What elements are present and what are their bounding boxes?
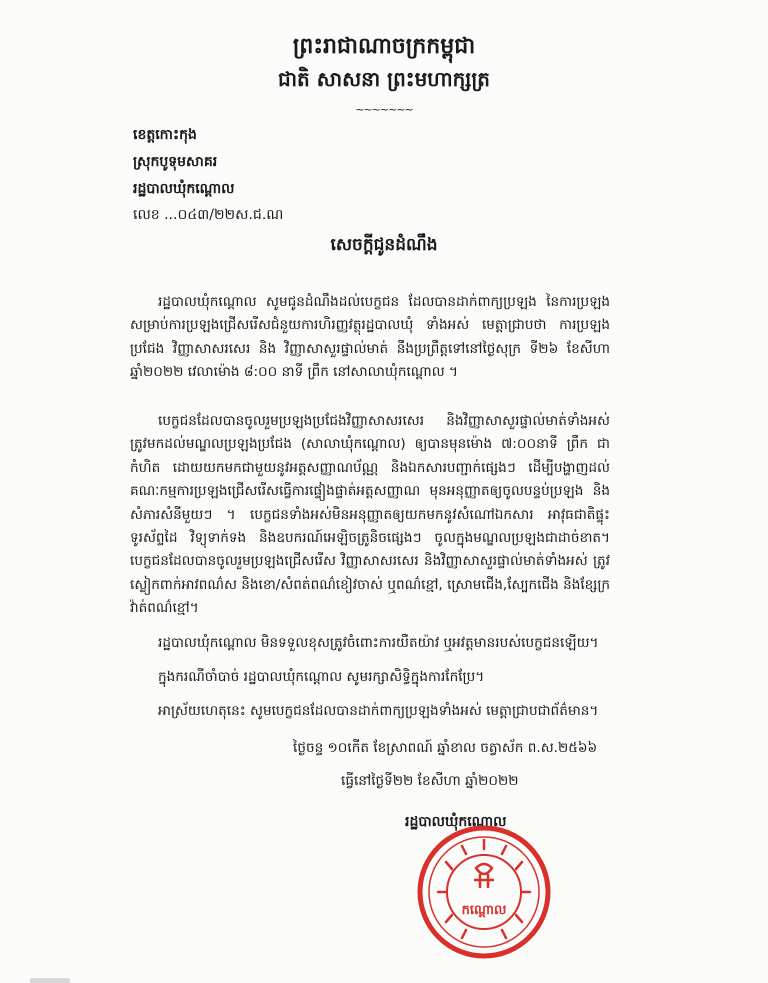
official-seal-icon xyxy=(414,822,554,962)
kingdom-heading: ព្រះរាជាណាចក្រកម្ពុជា xyxy=(292,34,476,59)
lunar-date: ថ្ងៃចន្ទ ១០កើត ខែស្រាពណ៍ ឆ្នាំខាល ចត្វាស័ក ព.ស.២៥៦៦ xyxy=(293,740,598,756)
seal-label: កណ្តោល xyxy=(461,903,507,918)
motto-heading: ជាតិ សាសនា ព្រះមហាក្សត្រ xyxy=(278,67,490,91)
ornament-divider: ~~~~~~~ xyxy=(355,103,413,116)
paragraph-rights: ក្នុងករណីចាំបាច់ រដ្ឋបាលឃុំកណ្តោល សូមរក្សាសិទ្ធិក្នុងការកែប្រែ។ xyxy=(158,669,485,685)
paragraph-liability: រដ្ឋបាលឃុំកណ្តោល មិនទទួលខុសត្រូវចំពោះការយឺតយ៉ាវ ឬអវត្តមានរបស់បេក្ខជនឡើយ។ xyxy=(158,635,599,651)
paragraph-exam-date: រដ្ឋបាលឃុំកណ្តោល សូមជូនដំណឹងដល់បេក្ខជន ដែលបានដាក់ពាក្យប្រឡង នៃការប្រឡងសម្រាប់ការប្រឡងជ្រើសរើសជំនួយការហិរញ្ញវត្ថុរដ្ឋបាលឃុំ ទាំងអស់ មេត្តាជ្រាបថា ការប្រឡងប្រជែង វិញ្ញាសាសរសេរ និង វិញ្ញាសាសួរផ្ទាល់មាត់ នឹងប្រព្រឹត្តទៅនៅថ្ងៃសុក្រ ទី២៦ ខែសីហា ឆ្នាំ២០២២ វេលាម៉ោង ៨:០០ នាទី ព្រឹក នៅសាលាឃុំកណ្តោល ។ xyxy=(130,294,610,381)
paragraph-exam-rules: បេក្ខជនដែលបានចូលរួមប្រឡងប្រជែងវិញ្ញាសាសរសេរ និងវិញ្ញាសាសួរផ្ទាល់មាត់ទាំងអស់ ត្រូវមកដល់មណ្ឌលប្រឡងប្រជែង (សាលាឃុំកណ្តោល) ឲ្យបានមុនម៉ោង ៧:០០នាទី ព្រឹក ជាកំហិត ដោយយកមកជាមួយនូវអត្តសញ្ញាណប័ណ្ណ និងឯកសារបញ្ជាក់ផ្សេងៗ ដើម្បីបង្ហាញដល់ គណៈកម្មការប្រឡងជ្រើសរើសធ្វើការផ្ទៀងផ្ទាត់អត្តសញ្ញាណ មុនអនុញ្ញាតឲ្យចូលបន្ទប់ប្រឡង និងសំភារសំនីមួយៗ ។ បេក្ខជនទាំងអស់មិនអនុញ្ញាតឲ្យយកមកនូវសំណៅឯកសារ អាវុធជាតិផ្ទុះ ទូរស័ព្ទដៃ វិទ្យុទាក់ទង និងឧបករណ៍អេឡិចត្រូនិចផ្សេងៗ ចូលក្នុងមណ្ឌលប្រឡងជាដាច់ខាត។ បេក្ខជនដែលបានចូលរួមប្រឡងជ្រើសរើស វិញ្ញាសាសរសេរ និងវិញ្ញាសាសួរផ្ទាល់មាត់ទាំងអស់ ត្រូវស្លៀកពាក់អាវពណ៌ស និងខោ/សំពត់ពណ៌ខៀវចាស់ ឬពណ៌ខ្មៅ, ស្រោមជើង,ស្បែកជើង និងខ្សែក្រវ៉ាត់ពណ៌ខ្មៅ។ xyxy=(130,413,610,617)
document-title: សេចក្តីជូនដំណឹង xyxy=(330,235,438,255)
commune-administration: រដ្ឋបាលឃុំកណ្តោល xyxy=(133,181,235,197)
province-name: ខេត្តកោះកុង xyxy=(133,127,197,143)
reference-number: លេខ ...០៤៣/២២ស.ជ.ណ xyxy=(133,207,284,223)
paragraph-closing: អាស្រ័យហេតុនេះ សូមបេក្ខជនដែលបានដាក់ពាក្យប្រឡងទាំងអស់ មេត្តាជ្រាបជាព័ត៌មាន។ xyxy=(158,703,599,719)
solar-date: ធ្វើនៅថ្ងៃទី២២ ខែសីហា ឆ្នាំ២០២២ xyxy=(341,773,519,789)
signatory-title: រដ្ឋបាលឃុំកណ្តោល xyxy=(405,814,507,830)
scan-edge-mark xyxy=(30,978,70,983)
district-name: ស្រុកបូទុមសាគរ xyxy=(133,154,218,170)
